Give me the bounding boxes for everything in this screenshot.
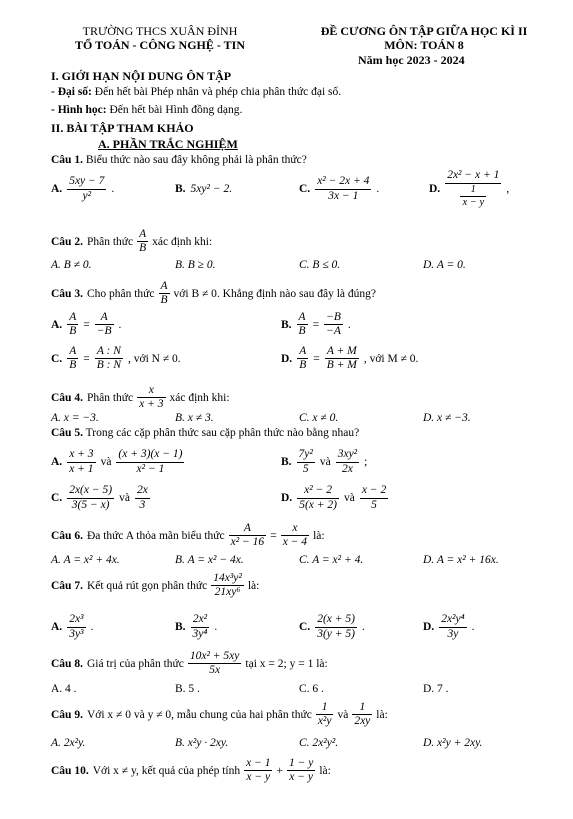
question-10: Câu 10. Với x ≠ y, kết quả của phép tính $\frac{x - 1}{x - y}$ + $\frac{1 - y}{x - y}$ là: <box>51 757 331 784</box>
option-a: A. B ≠ 0. <box>51 259 92 271</box>
option-d: D. A = 0. <box>423 259 466 271</box>
option-b: B. x²y · 2xy. <box>175 737 229 749</box>
option-c: C. B ≤ 0. <box>299 259 341 271</box>
option-d: D. x ≠ −3. <box>423 412 471 424</box>
question-text: Biểu thức nào sau đây không phải là phân thức? <box>85 154 307 166</box>
option-d: D. $\frac{A}{B}$ = $\frac{A + M}{B + M}$ , với M ≠ 0. <box>281 345 419 372</box>
school-name: TRƯỜNG THCS XUÂN ĐỈNH <box>82 24 238 38</box>
option-b: B. B ≥ 0. <box>175 259 216 271</box>
algebra-text: Đến hết bài Phép nhân và phép chia phân thức đại số. <box>94 86 342 98</box>
question-2: Câu 2. Phân thức $\frac{A}{B}$ xác định khi: <box>51 228 213 255</box>
geometry-scope <box>51 104 242 116</box>
question-8-options <box>51 683 559 695</box>
question-3-options-ab <box>51 311 559 338</box>
option-c: C. $\frac{2(x + 5)}{3(y + 5)}$ . <box>299 613 365 640</box>
algebra-scope <box>51 86 341 98</box>
option-c: C. 2x²y². <box>299 737 339 749</box>
question-6: Câu 6. Đa thức A thỏa mãn biểu thức $\frac{A}{\text{x² − 16}}$ = $\frac{x}{x - 4}$ là: <box>51 522 325 549</box>
question-8: Câu 8. Giá trị của phân thức $\frac{\text{10x² + 5xy}}{5x}$ tại x = 2; y = 1 là: <box>51 650 328 677</box>
option-a: A. $\frac{\text{2x³}}{\text{3y³}}$ . <box>51 613 94 640</box>
option-a: A. A = x² + 4x. <box>51 554 120 566</box>
question-5-options-cd <box>51 480 559 516</box>
option-c: C. $\frac{2x(x - 5)}{3(5 - x)}$ và $\frac{2x}{3}$ <box>51 484 148 511</box>
option-c: C. $\frac{\text{x² − 2x + 4}}{3x - 1}$ . <box>299 175 380 202</box>
option-a: A. $\frac{5xy - 7}{\text{y²}}$ . <box>51 175 115 202</box>
option-b: B. $\frac{\text{7y²}}{5}$ và $\frac{\text{3xy²}}{2x}$ ; <box>281 448 368 475</box>
option-c: C. $\frac{A}{B}$ = $\frac{A : N}{B : N}$ , với N ≠ 0. <box>51 345 181 372</box>
school-year: Năm học 2023 - 2024 <box>358 53 465 67</box>
geometry-text: Đến hết bài Hình đồng dạng. <box>109 104 243 116</box>
subject-name: MÔN: TOÁN 8 <box>384 38 464 52</box>
question-1 <box>51 154 307 166</box>
option-b: B. 5xy² − 2. <box>175 183 233 195</box>
option-d: D. $\frac{\text{2x² − x + 1}}{\frac{1}{x - y}}$ , <box>429 169 510 208</box>
question-3-options-cd <box>51 345 559 372</box>
question-1-options <box>51 169 559 208</box>
question-7-options <box>51 610 559 644</box>
question-5-options-ab <box>51 445 559 479</box>
question-9: Câu 9. Với x ≠ 0 và y ≠ 0, mẫu chung của hai phân thức $\frac{1}{\text{x²y}}$ và $\frac{1}{2xy}$ là: <box>51 701 388 728</box>
option-b: B. $\frac{\text{2x²}}{\text{3y⁴}}$ . <box>175 613 218 640</box>
option-b: B. 5 . <box>175 683 200 695</box>
question-label: Câu 1. <box>51 154 83 166</box>
option-a: A. $\frac{A}{B}$ = $\frac{A}{-B}$ . <box>51 311 122 338</box>
geometry-label: - Hình học: <box>51 104 107 116</box>
option-d: D. $\frac{\text{2x²y⁴}}{3y}$ . <box>423 613 475 640</box>
question-6-options <box>51 554 559 566</box>
department-name: TỔ TOÁN - CÔNG NGHỆ - TIN <box>74 38 246 52</box>
option-a: A. $\frac{x + 3}{x + 1}$ và $\frac{(x + 3)(x - 1)}{\text{x² − 1}}$ <box>51 448 183 475</box>
section-2-title: II. BÀI TẬP THAM KHẢO <box>51 121 194 135</box>
option-d: D. A = x² + 16x. <box>423 554 499 566</box>
part-a-title: A. PHẦN TRẮC NGHIỆM <box>98 137 238 151</box>
option-a: A. 4 . <box>51 683 77 695</box>
option-c: C. 6 . <box>299 683 324 695</box>
question-9-options <box>51 737 559 749</box>
option-c: C. A = x² + 4. <box>299 554 364 566</box>
option-d: D. $\frac{\text{x² − 2}}{5(x + 2)}$ và $\frac{x - 2}{5}$ <box>281 484 387 511</box>
option-d: D. 7 . <box>423 683 449 695</box>
question-4-options <box>51 412 559 424</box>
question-3: Câu 3. Cho phân thức $\frac{A}{B}$ với B ≠ 0. Khẳng định nào sau đây là đúng? <box>51 280 376 307</box>
algebra-label: - Đại số: <box>51 86 92 98</box>
option-d: D. x²y + 2xy. <box>423 737 483 749</box>
option-b: B. A = x² − 4x. <box>175 554 244 566</box>
section-1-title: I. GIỚI HẠN NỘI DUNG ÔN TẬP <box>51 69 232 83</box>
question-2-options <box>51 259 559 271</box>
question-4: Câu 4. Phân thức $\frac{x}{x + 3}$ xác định khi: <box>51 384 230 411</box>
question-7: Câu 7. Kết quả rút gọn phân thức $\frac{\text{14x³y²}}{\text{21xy⁶}}$ là: <box>51 572 260 599</box>
document-title: ĐỀ CƯƠNG ÔN TẬP GIỮA HỌC KÌ II <box>320 24 528 38</box>
option-a: A. x = −3. <box>51 412 99 424</box>
question-5: Câu 5. Trong các cặp phân thức sau cặp phân thức nào bằng nhau? <box>51 427 360 439</box>
option-b: B. $\frac{A}{B}$ = $\frac{-B}{-A}$ . <box>281 311 351 338</box>
option-a: A. 2x²y. <box>51 737 86 749</box>
option-c: C. x ≠ 0. <box>299 412 339 424</box>
option-b: B. x ≠ 3. <box>175 412 214 424</box>
